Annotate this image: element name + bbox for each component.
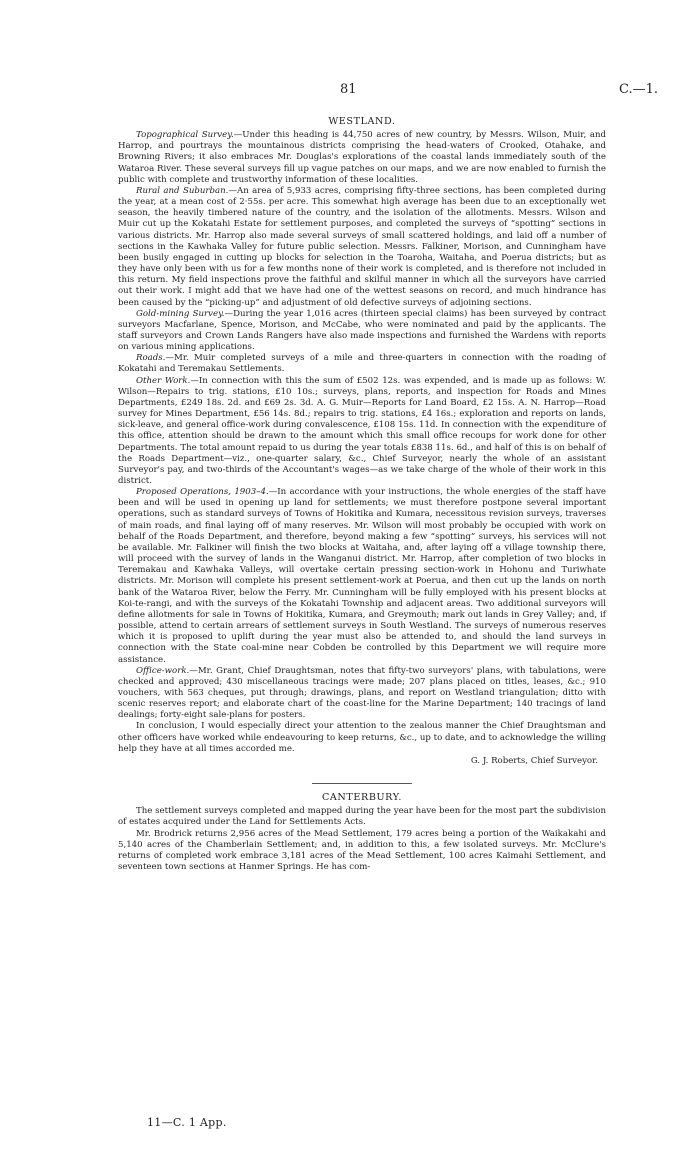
paragraph-lead: Proposed Operations, 1903–4. bbox=[136, 487, 269, 498]
page-number: 81 bbox=[340, 82, 357, 97]
paragraph-text: In conclusion, I would especially direct your attention to the zealous manner the Chief Draughtsman and other officers have worked while endeavouring to keep returns, &c., up to date, and to acknowledge the willing help they have at all times accorded me. bbox=[118, 721, 606, 754]
paragraph bbox=[118, 806, 606, 828]
signature: G. J. Roberts, Chief Surveyor. bbox=[470, 755, 598, 766]
paragraph-text: —An area of 5,933 acres, comprising fifty-three sections, has been completed during the year, at a mean cost of 2·55s. per acre. This somewhat high average has been due to an exceptionally wet season, the heavily timbered nature of the country, and the isolation of the allotments. Messrs. Wilson and Muir cut up the Kokatahi Estate for settlement purposes, and completed the surveys of “spotting” sections in various districts. Mr. Harrop also made several surveys of small scattered holdings, and laid off a number of sections in the Kawhaka Valley for future public selection. Messrs. Falkiner, Morison, and Cunningham have been busily engaged in cutting up blocks for selection in the Toaroha, Waitaha, and Poerua districts; but as they have only been with us for a few months none of their work is completed, and is therefore not included in this return. My field inspections prove the faithful and skilful manner in which all the surveyors have carried out their work. I might add that we have had one of the wettest seasons on record, and much hindrance has been caused by the “picking-up” and adjustment of old defective surveys of adjoining sections. bbox=[118, 185, 606, 308]
paragraph bbox=[118, 309, 606, 354]
paragraph bbox=[118, 829, 606, 874]
section-heading: CANTERBURY. bbox=[321, 792, 403, 804]
paragraph bbox=[118, 721, 606, 754]
paragraph-text: The settlement surveys completed and mapped during the year have been for the most part the subdivision of estates acquired under the Land for Settlements Acts. bbox=[118, 806, 606, 828]
section-divider bbox=[312, 783, 412, 784]
paragraph-text: —Mr. Grant, Chief Draughtsman, notes that fifty-two surveyors' plans, with tabulations, were checked and approved; 430 miscellaneous tracings were made; 207 plans placed on titles, leases, &c.; 910 vouchers, with 563 cheques, put through; drawings, plans, and report on Westland triangulation; ditto with scenic reserves report; and elaborate chart of the coast-line for the Marine Department; 140 tracings of land dealings; forty-eight sale-plans for posters. bbox=[118, 665, 606, 721]
section-heading: WESTLAND. bbox=[328, 116, 396, 127]
paragraph-lead: Other Work. bbox=[136, 375, 191, 386]
paragraph-lead: Topographical Survey. bbox=[136, 130, 234, 141]
paragraph-text: —In connection with this the sum of £502 12s. was expended, and is made up as follows: W. Wilson—Repairs to trig. stations, £10 10s.; surveys, plans, reports, and inspection for Roads and Mines Departments, £249 18s. 2d. and £69 2s. 3d. A. G. Muir—Reports for Land Board, £2 15s. A. N. Harrop—Road survey for Mines Department, £56 14s. 8d.; repairs to trig. stations, £4 16s.; exploration and reports on lands, sick-leave, and general office-work during convalescence, £108 15s. 11d. In connection with the expenditure of this office, attention should be drawn to the amount which this small office recoups for work done for other Departments. The total amount repaid to us during the year totals £838 11s. 6d., and half of this is on behalf of the Roads Department—viz., one-quarter salary, &c., Chief Surveyor, nearly the whole of an assistant Surveyor's pay, and two-thirds of the Accountant's wages—as we take charge of the whole of their work in this district. bbox=[118, 375, 606, 486]
paragraph bbox=[118, 666, 606, 722]
paragraph-text: —Mr. Muir completed surveys of a mile and three-quarters in connection with the roading of Kokatahi and Teremakau Settlements. bbox=[118, 353, 606, 375]
paragraph-text: —During the year 1,016 acres (thirteen special claims) has been surveyed by contract surveyors Macfarlane, Spence, Morison, and McCabe, who were nominated and paid by the applicants. The staff surveyors and Crown Lands Rangers have also made inspections and furnished the Wardens with reports on various mining applications. bbox=[118, 308, 606, 353]
page-content bbox=[118, 116, 606, 873]
section-westland bbox=[118, 116, 606, 767]
page-header bbox=[0, 82, 700, 102]
paragraph bbox=[118, 186, 606, 309]
paragraph-lead: Office-work. bbox=[136, 665, 190, 676]
paragraph-lead: Gold-mining Survey. bbox=[136, 308, 225, 319]
paragraph bbox=[118, 487, 606, 666]
paragraph-lead: Rural and Suburban. bbox=[136, 185, 229, 196]
document-reference: C.—1. bbox=[618, 82, 658, 97]
paragraph bbox=[118, 353, 606, 375]
section-canterbury bbox=[118, 792, 606, 873]
paragraph-text: Mr. Brodrick returns 2,956 acres of the Mead Settlement, 179 acres being a portion of the Waikakahi and 5,140 acres of the Chamberlain Settlement; and, in addition to this, a few isolated surveys. Mr. McClure's returns of completed work embrace 3,181 acres of the Mead Settlement, 100 acres Kaimahi Settlement, and seventeen town sections at Hanmer Springs. He has com- bbox=[118, 828, 606, 872]
paragraph-text: —Under this heading is 44,750 acres of new country, by Messrs. Wilson, Muir, and Harrop, and pourtrays the mountainous districts comprising the head-waters of Crooked, Otahake, and Browning Rivers; it also embraces Mr. Douglas's explorations of the coastal lands immediately south of the Wataroa River. These several surveys fill up vague patches on our maps, and we are now enabled to furnish the public with complete and trustworthy information of these localities. bbox=[118, 130, 606, 185]
paragraph bbox=[118, 130, 606, 186]
paragraph bbox=[118, 376, 606, 488]
footer-label: 11—C. 1 App. bbox=[147, 1116, 227, 1129]
paragraph-text: —In accordance with your instructions, the whole energies of the staff have been and will be used in opening up land for settlements; we must therefore postpone several important operations, such as standard surveys of Towns of Hokitika and Kumara, necessitous revision surveys, traverses of main roads, and final laying off of many reserves. Mr. Wilson will most probably be occupied with work on behalf of the Roads Department, and therefore, beyond making a few “spotting” surveys, his services will not be available. Mr. Falkiner will finish the two blocks at Waitaha, and, after laying off a village township there, will proceed with the survey of lands in the Wanganui district. Mr. Harrop, after completion of two blocks in Teremakau and Kawhaka Valleys, will overtake certain pressing section-work in Hohonu and Turiwhate districts. Mr. Morison will complete his present settlement-work at Poerua, and then cut up the lands on north bank of the Wataroa River, below the Ferry. Mr. Cunningham will be fully employed with his present blocks at Koi-te-rangi, and with the surveys of the Kokatahi Township and adjacent areas. Two additional surveyors will define allotments for sale in Towns of Hokitika, Kumara, and Greymouth; mark out lands in Grey Valley; and, if possible, attend to certain arrears of settlement surveys in South Westland. The surveys of numerous reserves which it is proposed to uplift during the year must also be attended to, and should the land surveys in connection with the State coal-mine near Cobden be controlled by this Department we will require more assistance. bbox=[118, 487, 607, 665]
paragraph-lead: Roads. bbox=[136, 353, 166, 364]
